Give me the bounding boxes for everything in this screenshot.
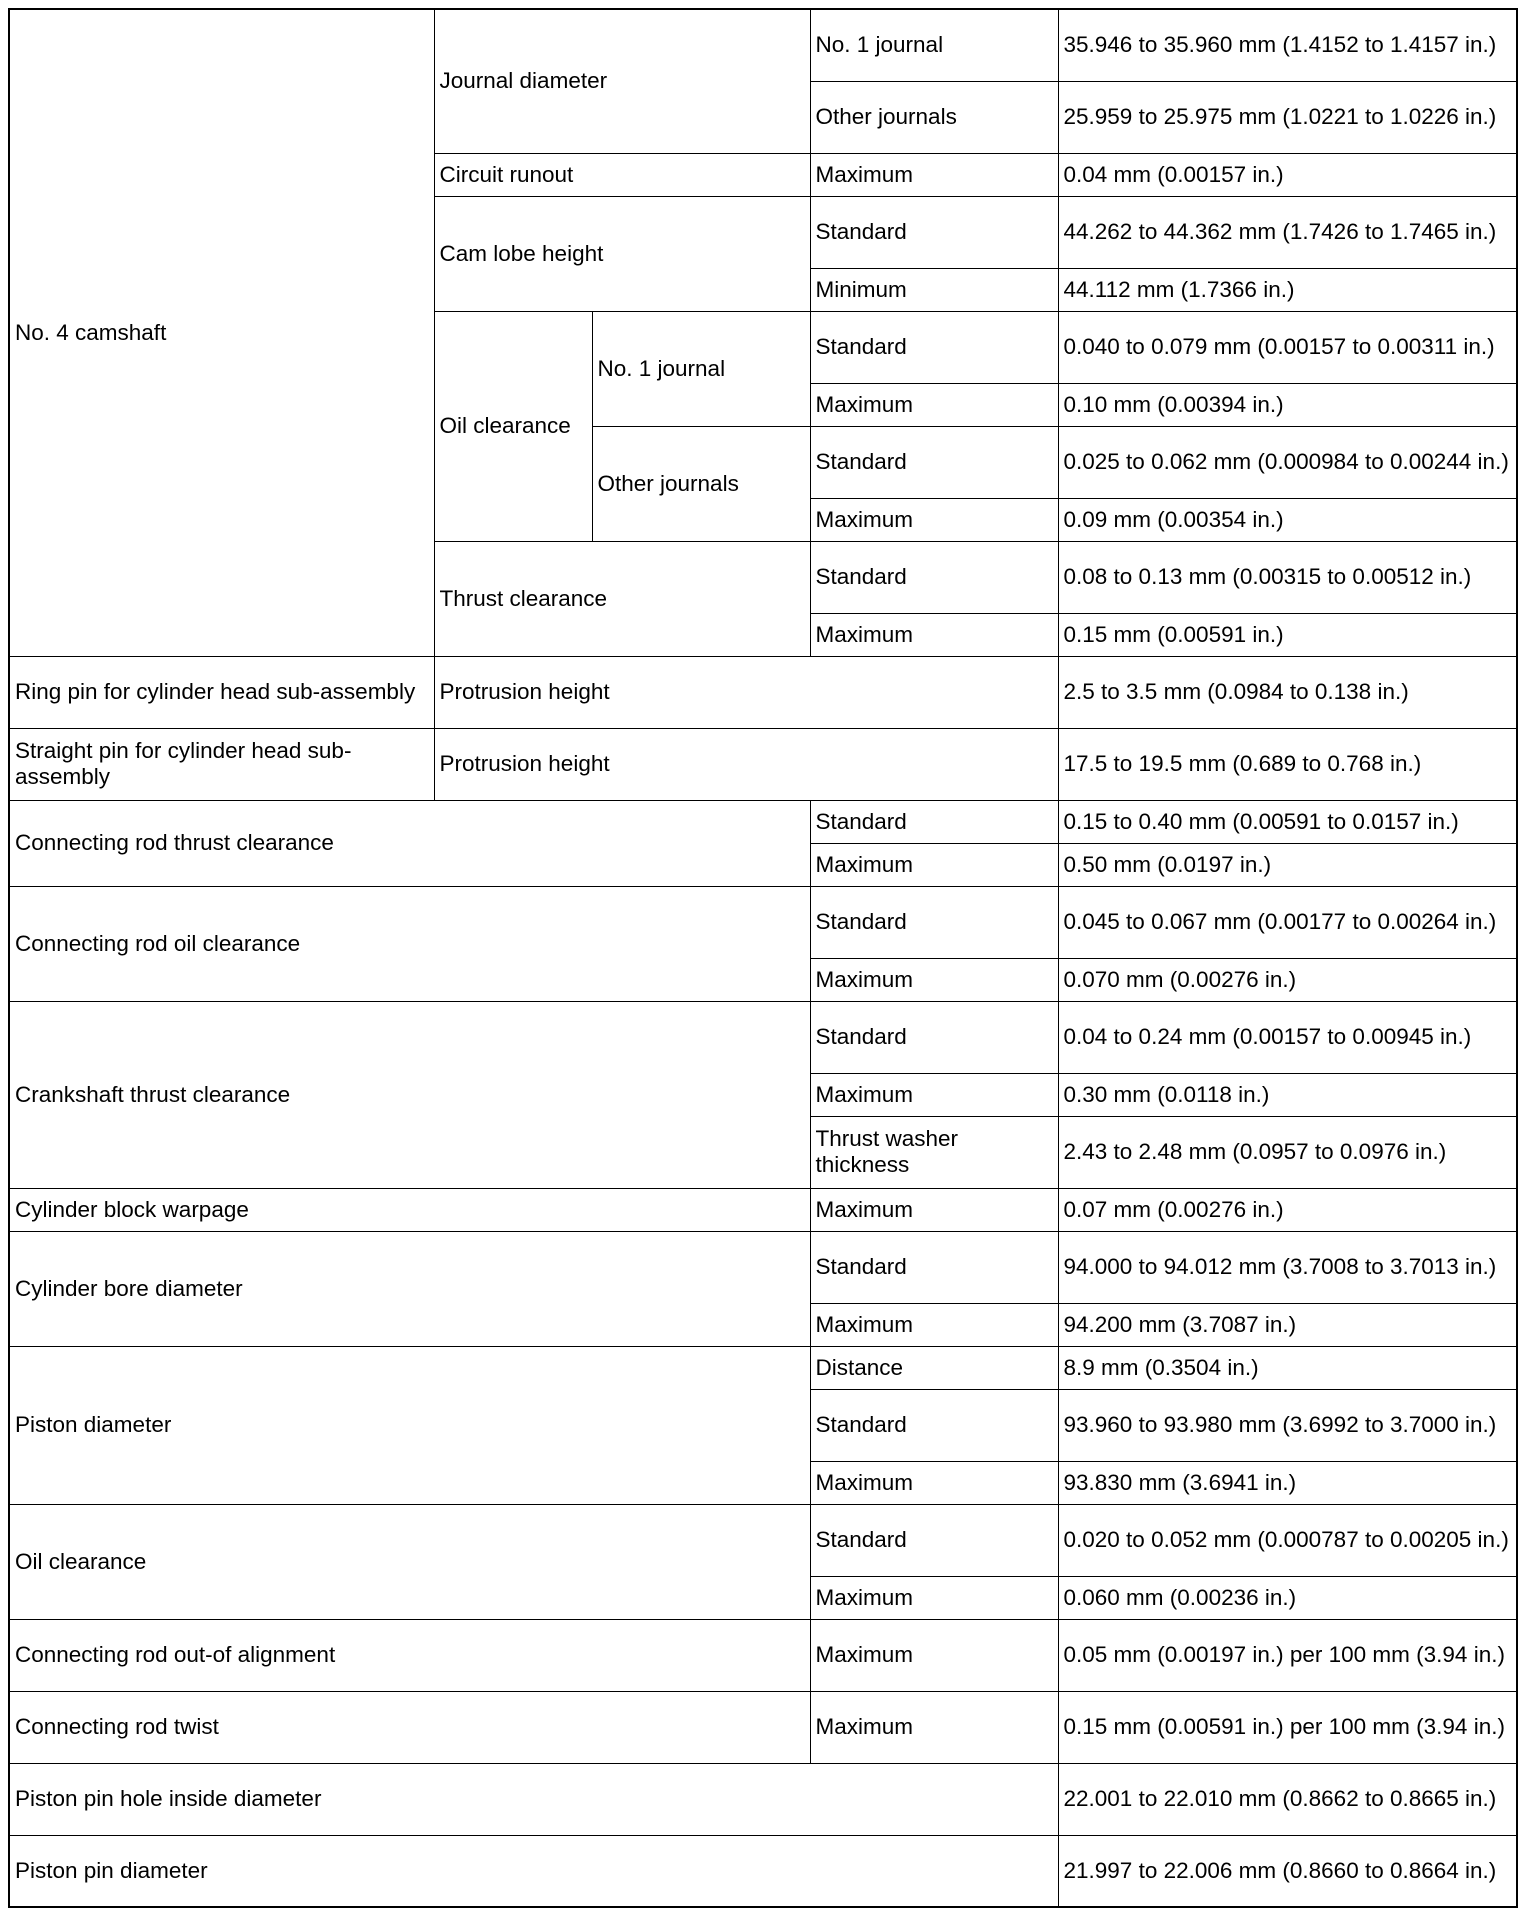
condition-cell: Standard: [810, 1001, 1058, 1073]
value-cell: 93.830 mm (3.6941 in.): [1058, 1461, 1517, 1504]
value-cell: 0.15 mm (0.00591 in.) per 100 mm (3.94 in.): [1058, 1691, 1517, 1763]
table-row: [9, 1504, 1517, 1576]
value-cell: 35.946 to 35.960 mm (1.4152 to 1.4157 in.): [1058, 9, 1517, 81]
value-cell: 0.08 to 0.13 mm (0.00315 to 0.00512 in.): [1058, 541, 1517, 613]
value-cell: 22.001 to 22.010 mm (0.8662 to 0.8665 in.): [1058, 1763, 1517, 1835]
table-row: [9, 1763, 1517, 1835]
sub-parameter-cell: Other journals: [592, 426, 810, 541]
value-cell: 93.960 to 93.980 mm (3.6992 to 3.7000 in.): [1058, 1389, 1517, 1461]
item-cell: No. 4 camshaft: [9, 9, 434, 656]
item-cell: Oil clearance: [9, 1504, 810, 1619]
value-cell: 94.000 to 94.012 mm (3.7008 to 3.7013 in.): [1058, 1231, 1517, 1303]
condition-cell: Maximum: [810, 1303, 1058, 1346]
value-cell: 0.04 to 0.24 mm (0.00157 to 0.00945 in.): [1058, 1001, 1517, 1073]
value-cell: 0.09 mm (0.00354 in.): [1058, 498, 1517, 541]
condition-cell: Standard: [810, 426, 1058, 498]
parameter-cell: Cam lobe height: [434, 196, 810, 311]
condition-cell: Maximum: [810, 1619, 1058, 1691]
value-cell: 2.5 to 3.5 mm (0.0984 to 0.138 in.): [1058, 656, 1517, 728]
condition-cell: No. 1 journal: [810, 9, 1058, 81]
condition-cell: Maximum: [810, 843, 1058, 886]
condition-cell: Maximum: [810, 498, 1058, 541]
item-cell: Connecting rod oil clearance: [9, 886, 810, 1001]
value-cell: 44.112 mm (1.7366 in.): [1058, 268, 1517, 311]
value-cell: 0.05 mm (0.00197 in.) per 100 mm (3.94 in.): [1058, 1619, 1517, 1691]
condition-cell: Standard: [810, 1389, 1058, 1461]
table-row: [9, 1231, 1517, 1303]
parameter-cell: Protrusion height: [434, 728, 1058, 800]
value-cell: 94.200 mm (3.7087 in.): [1058, 1303, 1517, 1346]
value-cell: 0.15 to 0.40 mm (0.00591 to 0.0157 in.): [1058, 800, 1517, 843]
condition-cell: Standard: [810, 1504, 1058, 1576]
condition-cell: Thrust washer thickness: [810, 1116, 1058, 1188]
condition-cell: Maximum: [810, 1691, 1058, 1763]
value-cell: 2.43 to 2.48 mm (0.0957 to 0.0976 in.): [1058, 1116, 1517, 1188]
condition-cell: Maximum: [810, 1073, 1058, 1116]
value-cell: 0.070 mm (0.00276 in.): [1058, 958, 1517, 1001]
item-cell: Connecting rod twist: [9, 1691, 810, 1763]
value-cell: 0.15 mm (0.00591 in.): [1058, 613, 1517, 656]
value-cell: 0.040 to 0.079 mm (0.00157 to 0.00311 in.): [1058, 311, 1517, 383]
condition-cell: Maximum: [810, 613, 1058, 656]
table-row: [9, 9, 1517, 81]
value-cell: 0.020 to 0.052 mm (0.000787 to 0.00205 in.): [1058, 1504, 1517, 1576]
value-cell: 21.997 to 22.006 mm (0.8660 to 0.8664 in.): [1058, 1835, 1517, 1907]
table-row: [9, 1619, 1517, 1691]
condition-cell: Maximum: [810, 1461, 1058, 1504]
condition-cell: Other journals: [810, 81, 1058, 153]
item-cell: Crankshaft thrust clearance: [9, 1001, 810, 1188]
parameter-cell: Thrust clearance: [434, 541, 810, 656]
condition-cell: Maximum: [810, 958, 1058, 1001]
table-row: [9, 728, 1517, 800]
table-row: [9, 800, 1517, 843]
parameter-cell: Circuit runout: [434, 153, 810, 196]
table-row: [9, 1835, 1517, 1907]
value-cell: 44.262 to 44.362 mm (1.7426 to 1.7465 in.): [1058, 196, 1517, 268]
spec-table: [8, 8, 1518, 1908]
table-row: [9, 656, 1517, 728]
condition-cell: Minimum: [810, 268, 1058, 311]
condition-cell: Standard: [810, 886, 1058, 958]
item-cell: Connecting rod thrust clearance: [9, 800, 810, 886]
value-cell: 0.045 to 0.067 mm (0.00177 to 0.00264 in.): [1058, 886, 1517, 958]
item-cell: Piston pin diameter: [9, 1835, 1058, 1907]
value-cell: 0.10 mm (0.00394 in.): [1058, 383, 1517, 426]
value-cell: 0.30 mm (0.0118 in.): [1058, 1073, 1517, 1116]
item-cell: Connecting rod out-of alignment: [9, 1619, 810, 1691]
condition-cell: Maximum: [810, 1576, 1058, 1619]
value-cell: 0.025 to 0.062 mm (0.000984 to 0.00244 in.): [1058, 426, 1517, 498]
item-cell: Straight pin for cylinder head sub-assembly: [9, 728, 434, 800]
parameter-cell: Journal diameter: [434, 9, 810, 153]
item-cell: Piston diameter: [9, 1346, 810, 1504]
table-row: [9, 1346, 1517, 1389]
table-row: [9, 886, 1517, 958]
item-cell: Piston pin hole inside diameter: [9, 1763, 1058, 1835]
parameter-cell: Oil clearance: [434, 311, 592, 541]
value-cell: 0.060 mm (0.00236 in.): [1058, 1576, 1517, 1619]
condition-cell: Distance: [810, 1346, 1058, 1389]
value-cell: 0.07 mm (0.00276 in.): [1058, 1188, 1517, 1231]
item-cell: Cylinder bore diameter: [9, 1231, 810, 1346]
condition-cell: Standard: [810, 541, 1058, 613]
value-cell: 8.9 mm (0.3504 in.): [1058, 1346, 1517, 1389]
value-cell: 0.04 mm (0.00157 in.): [1058, 153, 1517, 196]
value-cell: 25.959 to 25.975 mm (1.0221 to 1.0226 in.): [1058, 81, 1517, 153]
condition-cell: Maximum: [810, 153, 1058, 196]
condition-cell: Maximum: [810, 383, 1058, 426]
table-row: [9, 1691, 1517, 1763]
condition-cell: Standard: [810, 1231, 1058, 1303]
value-cell: 17.5 to 19.5 mm (0.689 to 0.768 in.): [1058, 728, 1517, 800]
condition-cell: Standard: [810, 311, 1058, 383]
parameter-cell: Protrusion height: [434, 656, 1058, 728]
item-cell: Ring pin for cylinder head sub-assembly: [9, 656, 434, 728]
table-row: [9, 1001, 1517, 1073]
sub-parameter-cell: No. 1 journal: [592, 311, 810, 426]
item-cell: Cylinder block warpage: [9, 1188, 810, 1231]
condition-cell: Maximum: [810, 1188, 1058, 1231]
condition-cell: Standard: [810, 196, 1058, 268]
table-row: [9, 1188, 1517, 1231]
value-cell: 0.50 mm (0.0197 in.): [1058, 843, 1517, 886]
condition-cell: Standard: [810, 800, 1058, 843]
